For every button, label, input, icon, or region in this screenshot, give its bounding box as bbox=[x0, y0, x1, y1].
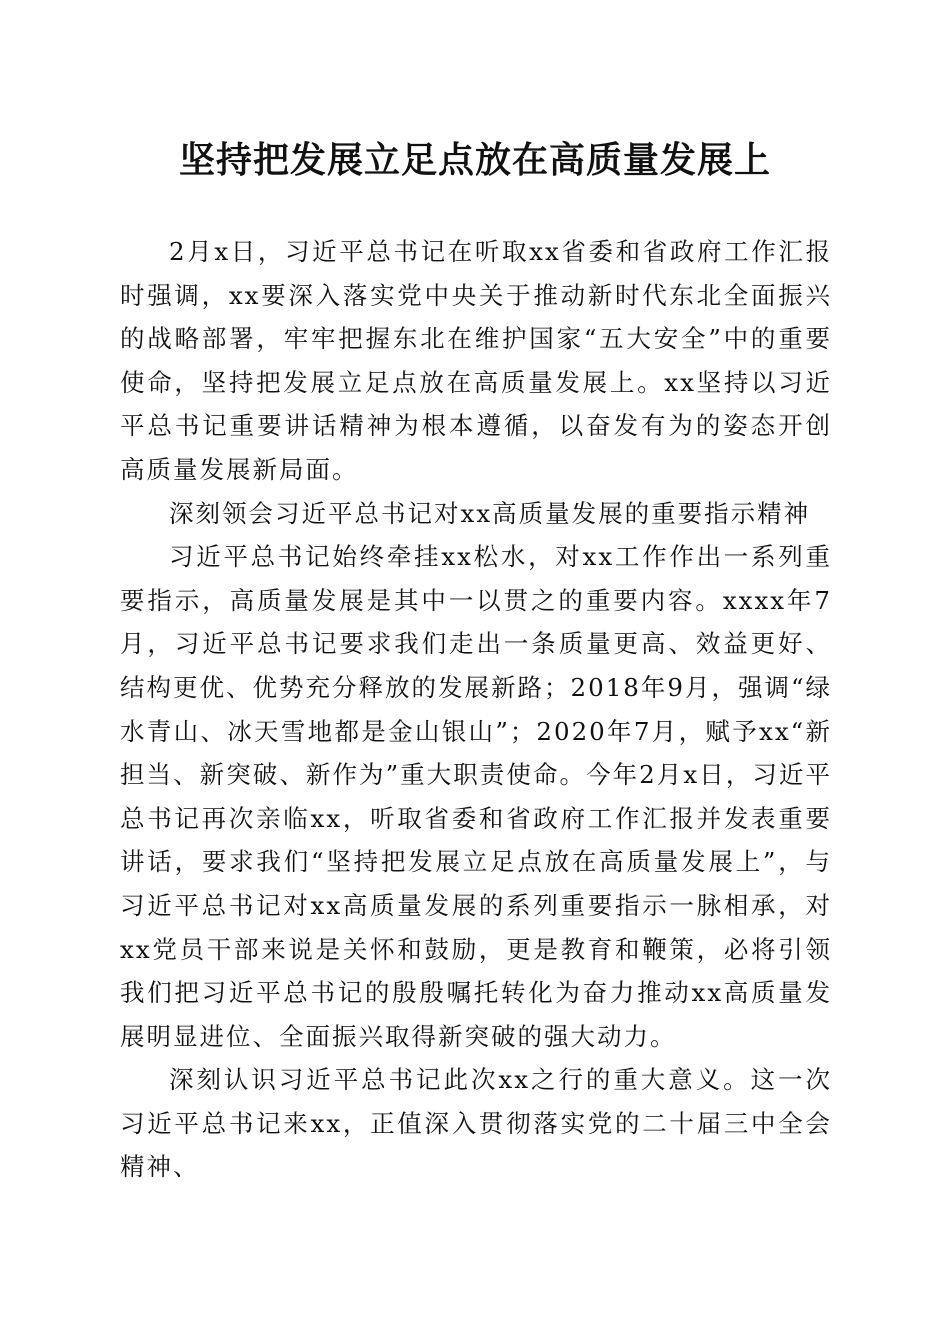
document-title: 坚持把发展立足点放在高质量发展上 bbox=[178, 139, 771, 181]
paragraph-significance: 深刻认识习近平总书记此次xx之行的重大意义。这一次习近平总书记来xx，正值深入贯彻落实党的二十届三中全会精神、 bbox=[120, 1065, 832, 1182]
paragraph-intro: 2月x日，习近平总书记在听取xx省委和省政府工作汇报时强调，xx要深入落实党中央关于推动新时代东北全面振兴的战略部署，牢牢把握东北在维护国家“五大安全”中的重要使命，坚持把发展立足点放在高质量发展上。xx坚持以习近平总书记重要讲话精神为根本遵循，以奋发有为的姿态开创高质量发展新局面。 bbox=[120, 237, 832, 484]
section-heading: 深刻领会习近平总书记对xx高质量发展的重要指示精神 bbox=[169, 498, 811, 528]
paragraph-instructions: 习近平总书记始终牵挂xx松水，对xx工作作出一系列重要指示，高质量发展是其中一以贯之的重要内容。xxxx年7月，习近平总书记要求我们走出一条质量更高、效益更好、结构更优、优势充分释放的发展新路；2018年9月，强调“绿水青山、冰天雪地都是金山银山”；2020年7月，赋予xx“新担当、新突破、新作为”重大职责使命。今年2月x日，习近平总书记再次亲临xx，听取省委和省政府工作汇报并发表重要讲话，要求我们“坚持把发展立足点放在高质量发展上”，与习近平总书记对xx高质量发展的系列重要指示一脉相承，对xx党员干部来说是关怀和鼓励，更是教育和鞭策，必将引领我们把习近平总书记的殷殷嘱托转化为奋力推动xx高质量发展明显进位、全面振兴取得新突破的强大动力。 bbox=[120, 542, 832, 1051]
document-body bbox=[120, 230, 832, 1189]
